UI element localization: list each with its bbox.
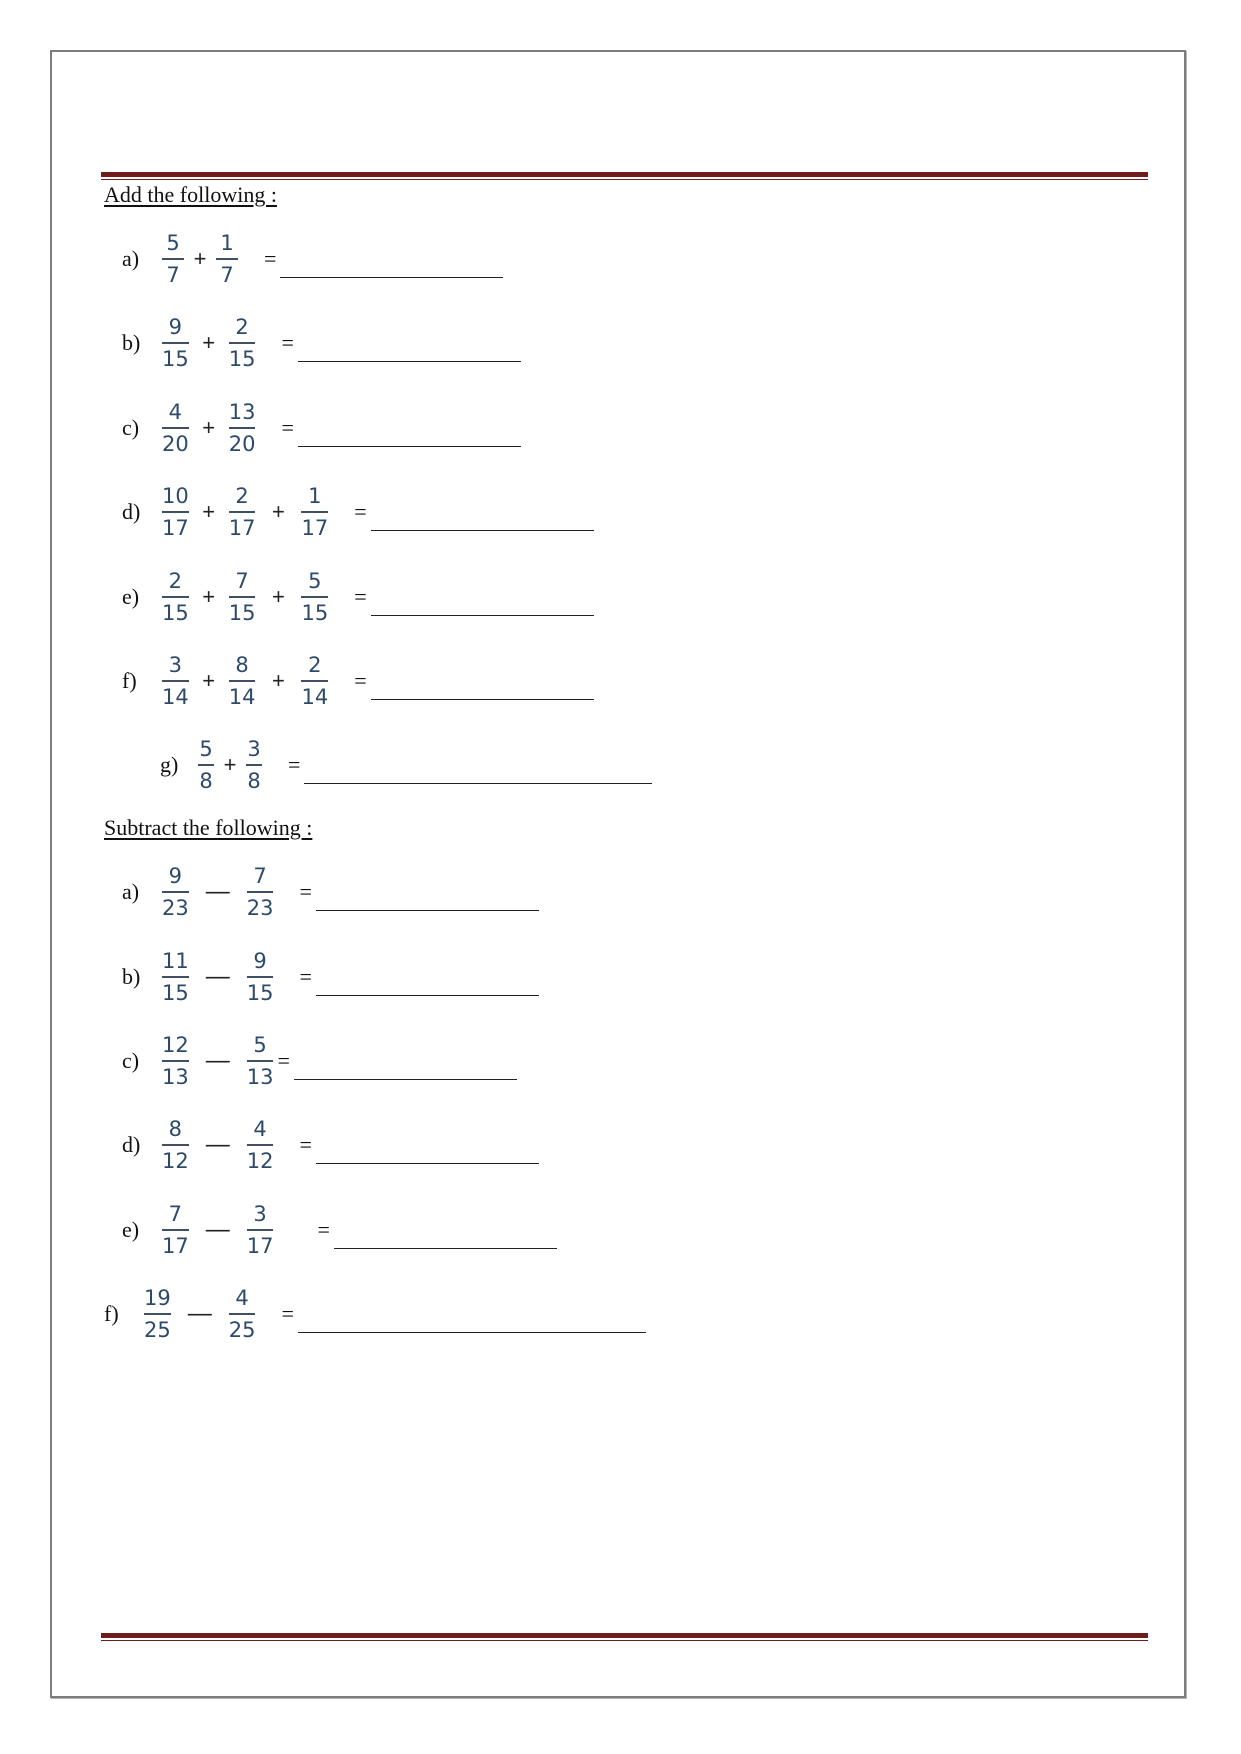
denominator: 8 — [199, 769, 213, 793]
denominator: 13 — [162, 1065, 189, 1089]
denominator: 17 — [228, 516, 256, 540]
answer-blank[interactable] — [298, 424, 521, 447]
numerator: 9 — [253, 949, 267, 973]
subtract-problem-b — [122, 942, 539, 1012]
fraction — [245, 861, 276, 923]
subtract-problem-c — [122, 1026, 517, 1096]
footer-rule — [101, 1633, 1148, 1641]
denominator: 15 — [162, 981, 189, 1005]
denominator: 15 — [162, 601, 189, 625]
add-problem-d — [122, 477, 594, 547]
fraction — [227, 650, 258, 712]
fraction — [160, 481, 191, 543]
equals-sign: = — [299, 964, 312, 989]
numerator: 3 — [253, 1202, 267, 1226]
fraction — [245, 1199, 276, 1261]
answer-blank[interactable] — [304, 761, 652, 784]
numerator: 3 — [247, 737, 261, 761]
fraction — [227, 566, 258, 628]
answer-blank[interactable] — [298, 339, 521, 362]
fraction — [227, 481, 258, 543]
equals-sign: = — [281, 1301, 294, 1326]
numerator: 4 — [235, 1286, 249, 1310]
plus-sign: + — [272, 499, 285, 524]
denominator: 15 — [301, 601, 329, 625]
numerator: 19 — [144, 1286, 171, 1310]
numerator: 5 — [308, 569, 322, 593]
numerator: 2 — [168, 569, 183, 593]
numerator: 11 — [162, 949, 189, 973]
denominator: 15 — [246, 981, 274, 1005]
problem-label: c) — [122, 1048, 140, 1073]
fraction — [244, 734, 264, 796]
numerator: 7 — [253, 864, 267, 888]
fraction — [245, 946, 276, 1008]
numerator: 8 — [168, 1117, 183, 1141]
denominator: 15 — [228, 347, 256, 371]
plus-sign: + — [272, 668, 285, 693]
equals-sign: = — [281, 330, 294, 355]
add-problem-e — [122, 562, 594, 632]
numerator: 10 — [162, 484, 189, 508]
fraction — [214, 228, 240, 290]
problem-label: c) — [122, 415, 140, 440]
fraction — [160, 861, 191, 923]
problem-label: e) — [122, 584, 140, 609]
denominator: 17 — [301, 516, 329, 540]
fraction — [245, 1030, 276, 1092]
problem-label: f) — [104, 1301, 119, 1326]
fraction — [160, 566, 191, 628]
answer-blank[interactable] — [316, 888, 539, 911]
numerator: 5 — [253, 1033, 267, 1057]
numerator: 5 — [199, 737, 213, 761]
numerator: 2 — [235, 484, 249, 508]
answer-blank[interactable] — [280, 255, 503, 278]
numerator: 13 — [228, 400, 256, 424]
numerator: 9 — [168, 315, 183, 339]
fraction — [196, 734, 216, 796]
denominator: 25 — [144, 1318, 171, 1342]
fraction — [160, 1199, 191, 1261]
fraction — [160, 312, 191, 374]
problem-label: g) — [160, 752, 179, 777]
problem-label: b) — [122, 330, 141, 355]
add-problem-c — [122, 393, 521, 463]
problem-label: e) — [122, 1217, 140, 1242]
answer-blank[interactable] — [334, 1226, 557, 1249]
problem-label: d) — [122, 1132, 141, 1157]
equals-sign: = — [299, 1132, 312, 1157]
numerator: 9 — [168, 864, 183, 888]
fraction — [160, 650, 191, 712]
equals-sign: = — [354, 499, 367, 524]
fraction — [299, 566, 330, 628]
minus-sign: — — [205, 878, 230, 905]
answer-blank[interactable] — [316, 1141, 539, 1164]
denominator: 17 — [162, 1234, 189, 1258]
plus-sign: + — [223, 752, 237, 777]
fraction — [142, 1283, 173, 1345]
minus-sign: — — [205, 1047, 230, 1074]
answer-blank[interactable] — [371, 677, 594, 700]
denominator: 14 — [301, 685, 329, 709]
plus-sign: + — [193, 246, 207, 271]
problem-label: a) — [122, 879, 140, 904]
denominator: 20 — [162, 432, 189, 456]
equals-sign: = — [299, 879, 312, 904]
numerator: 4 — [253, 1117, 267, 1141]
numerator: 7 — [235, 569, 249, 593]
denominator: 14 — [162, 685, 189, 709]
equals-sign: = — [288, 752, 301, 777]
denominator: 17 — [246, 1234, 274, 1258]
fraction — [160, 1114, 191, 1176]
fraction — [299, 481, 330, 543]
fraction — [299, 650, 330, 712]
denominator: 17 — [162, 516, 189, 540]
fraction — [160, 946, 191, 1008]
subtract-problem-e — [122, 1195, 557, 1265]
numerator: 1 — [220, 231, 234, 255]
problem-label: f) — [122, 668, 137, 693]
subtract-problem-a — [122, 857, 539, 927]
numerator: 12 — [162, 1033, 189, 1057]
equals-sign: = — [277, 1048, 290, 1073]
problem-label: a) — [122, 246, 140, 271]
add-problem-g — [160, 730, 652, 800]
denominator: 7 — [166, 263, 180, 287]
denominator: 25 — [228, 1318, 256, 1342]
denominator: 14 — [228, 685, 256, 709]
denominator: 15 — [162, 347, 189, 371]
problem-label: b) — [122, 964, 141, 989]
fraction — [245, 1114, 276, 1176]
equals-sign: = — [354, 584, 367, 609]
subtract-problem-f — [104, 1279, 646, 1349]
denominator: 15 — [228, 601, 256, 625]
equals-sign: = — [317, 1217, 330, 1242]
answer-blank[interactable] — [371, 508, 594, 531]
equals-sign: = — [264, 246, 277, 271]
denominator: 23 — [162, 896, 189, 920]
fraction — [227, 1283, 258, 1345]
minus-sign: — — [205, 963, 230, 990]
problem-label: d) — [122, 499, 141, 524]
answer-blank[interactable] — [371, 593, 594, 616]
minus-sign: — — [205, 1216, 230, 1243]
numerator: 5 — [166, 231, 180, 255]
answer-blank[interactable] — [316, 973, 539, 996]
denominator: 8 — [247, 769, 261, 793]
subtract-heading: Subtract the following : — [104, 815, 313, 840]
add-heading: Add the following : — [104, 182, 277, 207]
answer-blank[interactable] — [298, 1310, 646, 1333]
minus-sign: — — [205, 1131, 230, 1158]
numerator: 4 — [168, 400, 183, 424]
fraction — [160, 1030, 191, 1092]
answer-blank[interactable] — [294, 1057, 517, 1080]
plus-sign: + — [202, 330, 216, 355]
plus-sign: + — [272, 584, 285, 609]
denominator: 13 — [246, 1065, 274, 1089]
numerator: 2 — [308, 653, 322, 677]
fraction — [160, 397, 191, 459]
numerator: 7 — [168, 1202, 183, 1226]
numerator: 8 — [235, 653, 249, 677]
minus-sign: — — [187, 1300, 212, 1327]
subtract-problem-d — [122, 1110, 539, 1180]
denominator: 23 — [246, 896, 274, 920]
fraction — [227, 397, 258, 459]
add-problem-a — [122, 224, 503, 294]
add-problem-b — [122, 308, 521, 378]
header-rule — [101, 172, 1148, 180]
fraction — [160, 228, 186, 290]
equals-sign: = — [281, 415, 294, 440]
denominator: 20 — [228, 432, 256, 456]
plus-sign: + — [202, 499, 216, 524]
denominator: 12 — [162, 1149, 189, 1173]
numerator: 1 — [308, 484, 322, 508]
denominator: 7 — [220, 263, 234, 287]
plus-sign: + — [202, 584, 216, 609]
numerator: 3 — [168, 653, 183, 677]
equals-sign: = — [354, 668, 367, 693]
denominator: 12 — [246, 1149, 274, 1173]
numerator: 2 — [235, 315, 249, 339]
plus-sign: + — [202, 668, 216, 693]
fraction — [227, 312, 258, 374]
add-problem-f — [122, 646, 594, 716]
plus-sign: + — [202, 415, 216, 440]
